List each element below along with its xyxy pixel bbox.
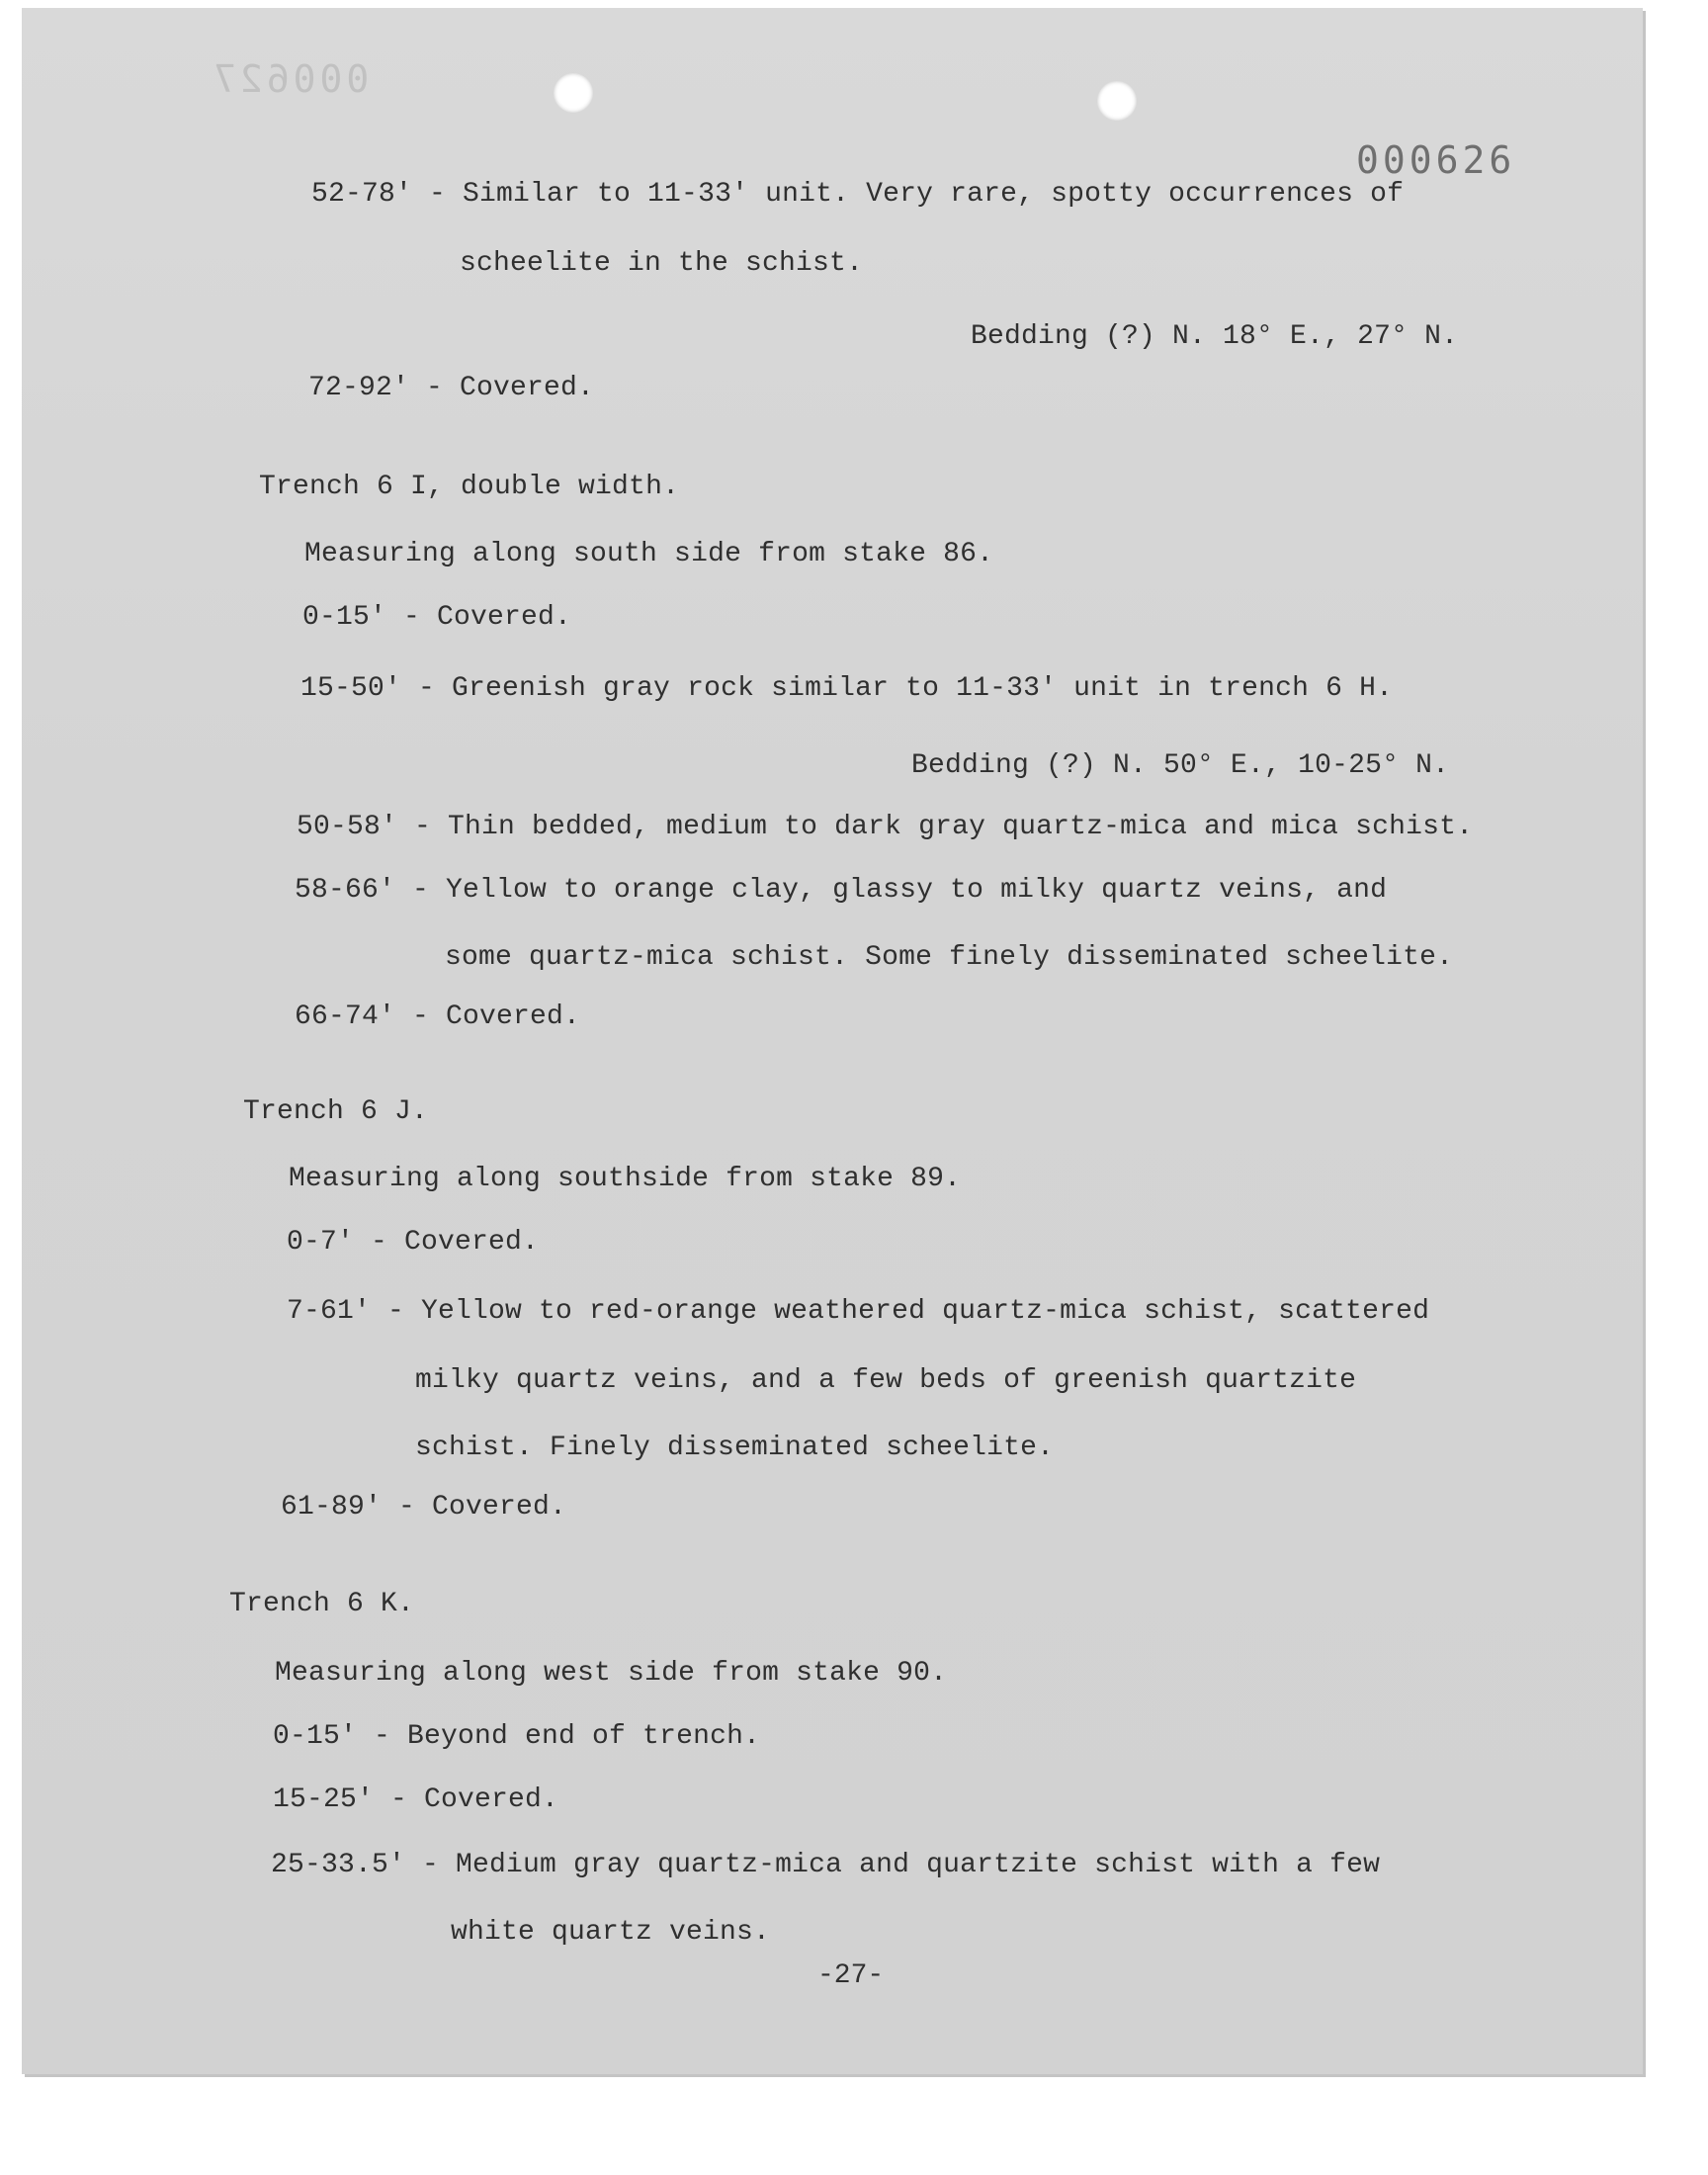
text-line: 0-15' - Beyond end of trench. (273, 1721, 761, 1752)
text-line: 7-61' - Yellow to red-orange weathered quartz-mica schist, scattered (287, 1296, 1430, 1327)
page-number: -27- (817, 1960, 885, 1991)
text-line: Bedding (?) N. 50° E., 10-25° N. (911, 750, 1450, 781)
text-line: 0-15' - Covered. (302, 602, 572, 633)
text-line: 25-33.5' - Medium gray quartz-mica and quartzite schist with a few (271, 1850, 1381, 1880)
text-line: white quartz veins. (451, 1917, 771, 1948)
text-line: Bedding (?) N. 18° E., 27° N. (971, 321, 1459, 352)
text-line: milky quartz veins, and a few beds of greenish quartzite (415, 1365, 1357, 1396)
punch-hole-right (1097, 81, 1137, 121)
document-page (22, 8, 1643, 2074)
text-line: 50-58' - Thin bedded, medium to dark gray quartz-mica and mica schist. (297, 812, 1474, 842)
text-line: 15-25' - Covered. (273, 1784, 559, 1815)
text-line: 66-74' - Covered. (295, 1001, 581, 1032)
text-line: Measuring along southside from stake 89. (289, 1164, 962, 1194)
text-line: Measuring along west side from stake 90. (275, 1658, 948, 1689)
text-line: scheelite in the schist. (460, 248, 864, 279)
text-line: 61-89' - Covered. (281, 1492, 567, 1522)
text-line: 58-66' - Yellow to orange clay, glassy to milky quartz veins, and (295, 875, 1388, 906)
text-line: 72-92' - Covered. (308, 373, 595, 403)
punch-hole-left (554, 73, 593, 113)
section-heading: Trench 6 I, double width. (259, 472, 680, 502)
section-heading: Trench 6 K. (229, 1589, 415, 1619)
text-line: Measuring along south side from stake 86. (304, 539, 994, 569)
section-heading: Trench 6 J. (243, 1096, 429, 1127)
bleed-through-stamp: 000627 (210, 57, 370, 101)
text-line: 0-7' - Covered. (287, 1227, 540, 1258)
document-id-stamp: 000626 (1356, 138, 1516, 182)
text-line: 52-78' - Similar to 11-33' unit. Very rare, spotty occurrences of (311, 179, 1405, 210)
text-line: 15-50' - Greenish gray rock similar to 11-33' unit in trench 6 H. (300, 673, 1394, 704)
text-line: schist. Finely disseminated scheelite. (415, 1433, 1055, 1463)
text-line: some quartz-mica schist. Some finely disseminated scheelite. (445, 942, 1454, 973)
